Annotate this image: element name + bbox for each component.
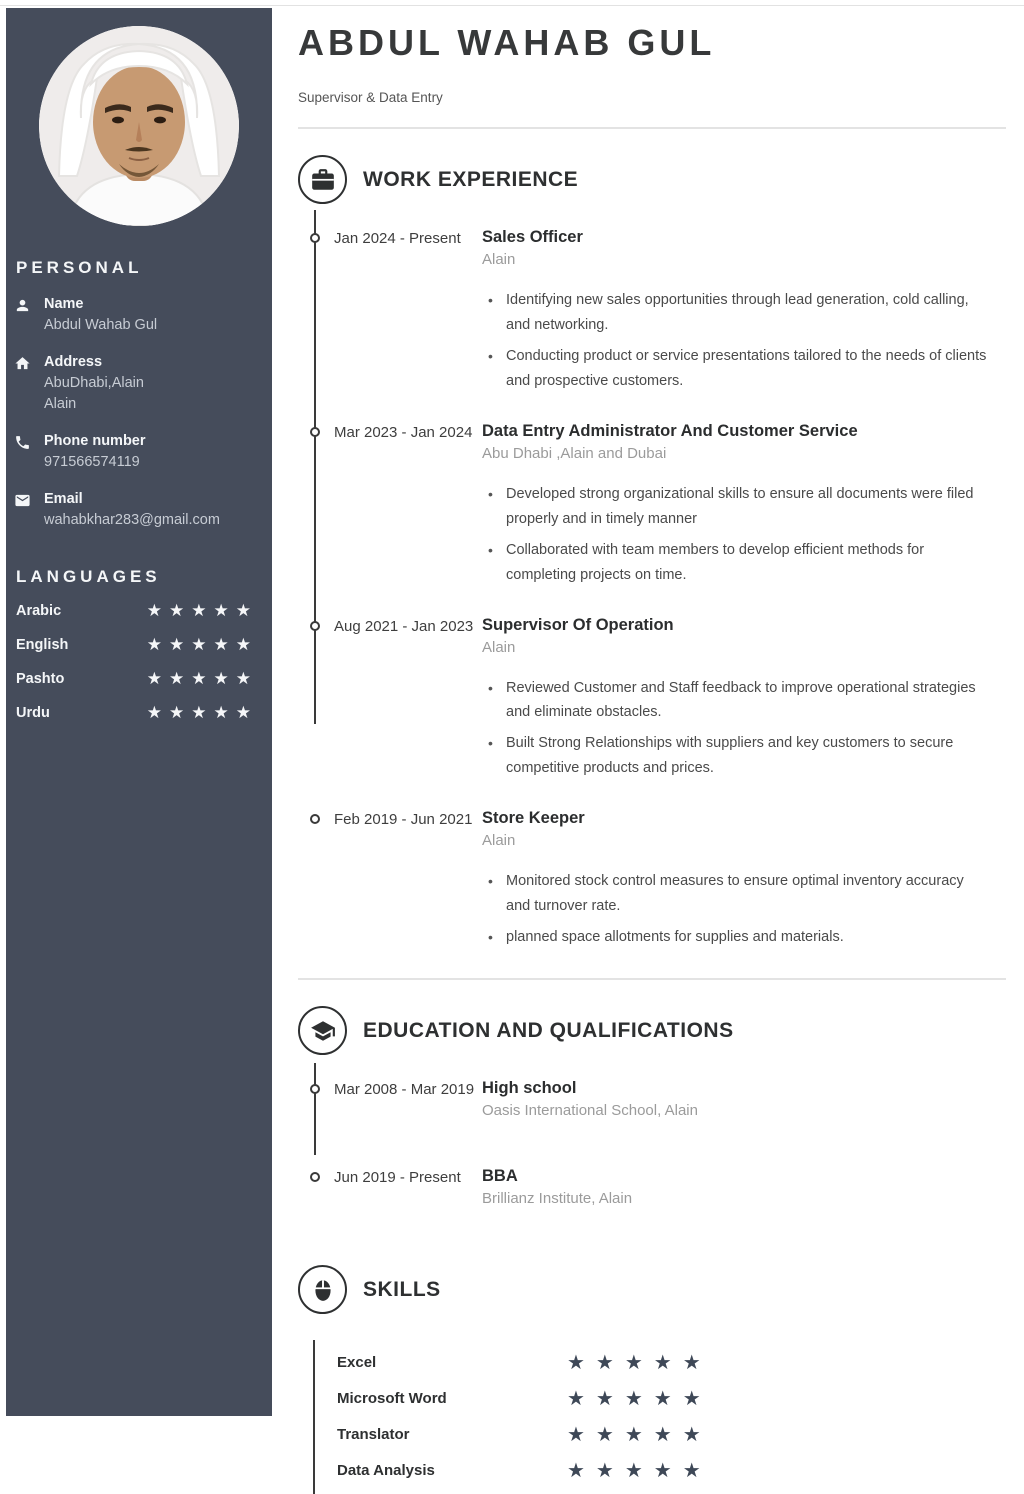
language-row <box>6 669 272 689</box>
skill-row <box>337 1452 1006 1488</box>
graduation-cap-icon <box>298 1006 347 1055</box>
bullet-item: • Reviewed Customer and Staff feedback to improve operational strategies and eliminate obstacles. <box>486 676 991 726</box>
entry-location: Abu Dhabi ,Alain and Dubai <box>482 444 667 462</box>
entry-title: Store Keeper <box>482 809 585 828</box>
bullet-item: • Built Strong Relationships with suppliers and key customers to secure competitive products and prices. <box>486 731 991 781</box>
personal-section <box>6 258 272 531</box>
skills-section-title: SKILLS <box>363 1277 441 1301</box>
bullet-item: • Developed strong organizational skills to ensure all documents were filed properly and in timely manner <box>486 482 991 532</box>
languages-heading: LANGUAGES <box>16 567 161 586</box>
language-row <box>6 635 272 655</box>
entry-location: Alain <box>482 832 516 850</box>
skill-label: Data Analysis <box>337 1461 435 1479</box>
sidebar <box>6 8 272 1416</box>
work-section-title: WORK EXPERIENCE <box>363 167 579 191</box>
field-value: AbuDhabi,Alain <box>44 375 144 391</box>
work-entry <box>298 616 1006 788</box>
field-value: Alain <box>44 396 77 412</box>
entry-location: Alain <box>482 638 516 656</box>
email-icon <box>14 492 32 531</box>
field-value: wahabkhar283@gmail.com <box>44 512 220 528</box>
work-entry <box>298 228 1006 400</box>
resume-name: ABDUL WAHAB GUL <box>298 22 716 63</box>
section-divider <box>298 978 1006 980</box>
entry-dates: Jan 2024 - Present <box>334 230 461 247</box>
skills-list <box>313 1340 1006 1494</box>
languages-section <box>6 567 272 723</box>
header-divider <box>298 127 1006 129</box>
timeline-dot <box>310 814 320 824</box>
work-entry <box>298 422 1006 594</box>
work-section-header <box>298 155 1006 204</box>
entry-dates: Mar 2008 - Mar 2019 <box>334 1081 475 1099</box>
field-label: Phone number <box>44 433 146 449</box>
field-label: Address <box>44 354 103 370</box>
language-label: Pashto <box>16 671 65 687</box>
language-star-rating: ★★★★★ <box>146 703 258 723</box>
skill-label: Translator <box>337 1425 410 1443</box>
profile-photo <box>39 26 239 226</box>
timeline-dot <box>310 233 320 243</box>
portrait-illustration <box>39 26 239 226</box>
timeline-dot <box>310 1084 320 1094</box>
education-entry <box>298 1079 1006 1145</box>
skill-row <box>337 1380 1006 1416</box>
timeline-dot <box>310 1172 320 1182</box>
skills-section-header <box>298 1265 1006 1314</box>
personal-item-address <box>6 352 272 415</box>
entry-title: Sales Officer <box>482 228 583 246</box>
field-label: Email <box>44 491 83 507</box>
entry-dates: Feb 2019 - Jun 2021 <box>334 811 473 829</box>
field-value: 971566574119 <box>44 454 140 470</box>
entry-title: High school <box>482 1079 577 1098</box>
language-star-rating: ★★★★★ <box>146 601 258 621</box>
briefcase-icon <box>298 155 347 204</box>
mouse-icon <box>298 1265 347 1314</box>
entry-dates: Aug 2021 - Jan 2023 <box>334 617 474 635</box>
skill-star-rating: ★★★★★ <box>567 1350 712 1375</box>
field-value: Abdul Wahab Gul <box>44 317 158 333</box>
entry-bullets <box>486 288 1006 394</box>
user-icon <box>14 297 32 336</box>
entry-title: BBA <box>482 1167 518 1186</box>
language-label: Urdu <box>16 705 50 721</box>
language-label: Arabic <box>16 603 62 619</box>
skill-row <box>337 1344 1006 1380</box>
education-entries <box>298 1079 1006 1207</box>
personal-item-name <box>6 294 272 336</box>
work-entries <box>298 228 1006 956</box>
entry-dates: Jun 2019 - Present <box>334 1169 461 1187</box>
timeline-dot <box>310 427 320 437</box>
education-section-header <box>298 1006 1006 1055</box>
language-row <box>6 601 272 621</box>
field-label: Name <box>44 296 84 312</box>
entry-location: Alain <box>482 251 516 268</box>
entry-location: Brillianz Institute, Alain <box>482 1190 633 1208</box>
language-star-rating: ★★★★★ <box>146 669 258 689</box>
language-label: English <box>16 637 69 653</box>
work-entry <box>298 809 1006 956</box>
bullet-item: • Identifying new sales opportunities through lead generation, cold calling, and networking. <box>486 288 991 338</box>
skill-row <box>337 1416 1006 1452</box>
skill-star-rating: ★★★★★ <box>567 1386 712 1411</box>
timeline-dot <box>310 621 320 631</box>
language-row <box>6 703 272 723</box>
home-icon <box>14 355 32 415</box>
skill-label: Excel <box>337 1353 377 1371</box>
skill-label: Microsoft Word <box>337 1389 447 1407</box>
entry-bullets <box>486 869 1006 950</box>
bullet-item: • Monitored stock control measures to ensure optimal inventory accuracy and turnover rate. <box>486 869 991 919</box>
entry-bullets <box>486 482 1006 588</box>
entry-dates: Mar 2023 - Jan 2024 <box>334 423 473 441</box>
language-star-rating: ★★★★★ <box>146 635 258 655</box>
personal-item-email <box>6 489 272 531</box>
personal-item-phone <box>6 431 272 473</box>
entry-title: Data Entry Administrator And Customer Service <box>482 421 858 440</box>
skill-star-rating: ★★★★★ <box>567 1458 712 1483</box>
bullet-item: • Collaborated with team members to develop efficient methods for completing projects on time. <box>486 538 991 588</box>
personal-heading: PERSONAL <box>16 258 143 277</box>
bullet-item: • planned space allotments for supplies and materials. <box>486 925 991 950</box>
resume-main <box>272 0 1024 1483</box>
bullet-item: • Conducting product or service presentations tailored to the needs of clients and prospective customers. <box>486 344 991 394</box>
education-section-title: EDUCATION AND QUALIFICATIONS <box>363 1018 734 1042</box>
entry-location: Oasis International School, Alain <box>482 1102 698 1120</box>
entry-title: Supervisor Of Operation <box>482 615 674 634</box>
education-entry <box>298 1167 1006 1207</box>
skill-star-rating: ★★★★★ <box>567 1422 712 1447</box>
resume-subtitle: Supervisor & Data Entry <box>298 90 443 105</box>
phone-icon <box>14 434 32 473</box>
entry-bullets <box>486 676 1006 782</box>
